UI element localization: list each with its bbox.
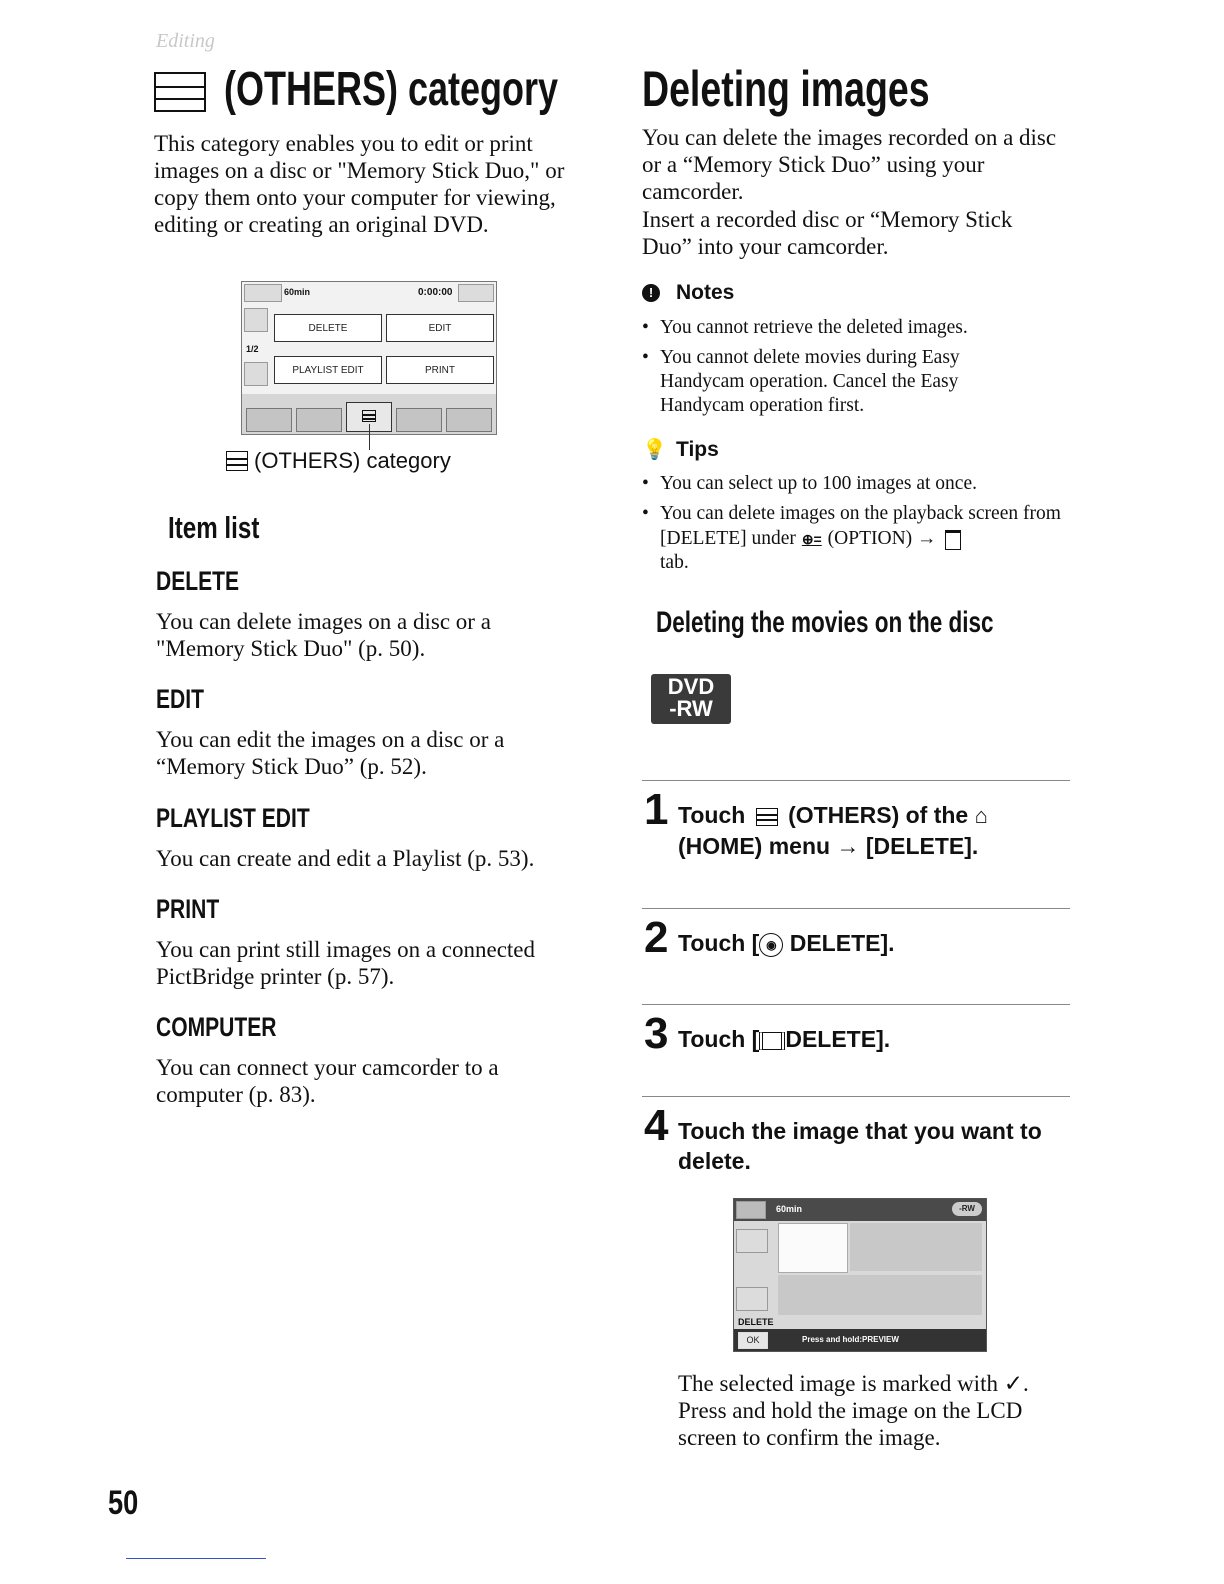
back-icon[interactable]	[736, 1201, 766, 1219]
trash-icon	[945, 530, 961, 550]
item-title-print: PRINT	[156, 894, 220, 924]
others-tab-icon	[362, 410, 376, 422]
preview-hint: Press and hold:PREVIEW	[802, 1335, 899, 1344]
tip-item	[642, 502, 1062, 575]
tab-view[interactable]	[296, 408, 342, 432]
step-divider	[642, 1004, 1070, 1005]
step-divider	[642, 780, 1070, 781]
left-title-row	[154, 62, 594, 122]
delete-selection-screen	[733, 1198, 987, 1352]
item-text-print: You can print still images on a connected PictBridge printer (p. 57).	[156, 937, 536, 989]
right-subheading: Deleting the movies on the disc	[656, 606, 994, 639]
step-1-text	[678, 800, 1068, 861]
notes-heading-text: Notes	[676, 281, 735, 304]
screen-close-icon[interactable]	[458, 284, 494, 302]
screen-caption	[226, 448, 451, 474]
thumbnail-row-2[interactable]	[778, 1275, 982, 1315]
step-3-delete: DELETE].	[785, 1026, 891, 1052]
note-item: • You cannot delete movies during Easy Handycam operation. Cancel the Easy Handycam operation first.	[642, 346, 1022, 418]
edit-button[interactable]: EDIT	[386, 314, 494, 342]
tab-settings[interactable]	[446, 408, 492, 432]
dvd-rw-badge	[651, 674, 731, 724]
caption-text: (OTHERS) category	[254, 448, 451, 473]
footer-rule	[126, 1558, 266, 1559]
ok-button[interactable]: OK	[738, 1332, 768, 1349]
tab-camera[interactable]	[246, 408, 292, 432]
step-2-touch: Touch [	[678, 930, 760, 956]
capacity-readout: 60min	[284, 287, 311, 297]
item-title-computer: COMPUTER	[156, 1012, 277, 1042]
notes-heading	[642, 281, 734, 305]
item-title-playlist-edit: PLAYLIST EDIT	[156, 803, 310, 833]
thumbnail-row-1[interactable]	[850, 1223, 982, 1271]
step-3-text	[678, 1024, 890, 1054]
item-title-edit: EDIT	[156, 684, 204, 714]
arrow-icon: →	[836, 833, 860, 859]
note-item: • You cannot retrieve the deleted images.	[642, 316, 1022, 340]
right-page-title: Deleting images	[642, 61, 930, 117]
print-button[interactable]: PRINT	[386, 356, 494, 384]
tip-2-text-a: You can delete images on the playback screen from [DELETE] under	[660, 503, 1061, 549]
section-label: Editing	[156, 30, 215, 52]
back-icon	[244, 284, 282, 302]
home-icon: ⌂	[974, 803, 988, 828]
step-divider	[642, 908, 1070, 909]
step-1-number: 1	[644, 785, 669, 834]
others-category-icon	[154, 72, 206, 112]
scroll-down-icon[interactable]	[244, 362, 268, 386]
notes-list	[642, 316, 1022, 424]
others-caption-icon	[226, 451, 248, 471]
tips-heading-text: Tips	[676, 437, 719, 461]
tips-lightbulb-icon: 💡	[642, 439, 667, 461]
step-1-home: (HOME) menu	[678, 833, 831, 859]
step-3-touch: Touch [	[678, 1026, 760, 1052]
delete-label: DELETE	[738, 1317, 774, 1327]
badge-line-2: -RW	[669, 696, 713, 721]
item-title-delete: DELETE	[156, 566, 240, 596]
step-4-number: 4	[644, 1101, 669, 1150]
item-text-edit: You can edit the images on a disc or a “Memory Stick Duo” (p. 52).	[156, 727, 505, 779]
tab-manage[interactable]	[396, 408, 442, 432]
step-2-delete: DELETE].	[789, 930, 895, 956]
tip-item: • You can select up to 100 images at once.	[642, 472, 1062, 496]
delete-button[interactable]: DELETE	[274, 314, 382, 342]
time-readout: 0:00:00	[418, 287, 453, 298]
notes-icon: !	[642, 284, 660, 302]
rw-badge: -RW	[952, 1202, 982, 1216]
tips-heading	[642, 437, 719, 462]
tips-list	[642, 472, 1062, 581]
page-indicator: 1/2	[246, 344, 259, 354]
item-text-computer: You can connect your camcorder to a computer (p. 83).	[156, 1055, 499, 1107]
badge-line-1: DVD	[667, 674, 715, 699]
step-4-text: Touch the image that you want to delete.	[678, 1118, 1042, 1174]
item-text-delete: You can delete images on a disc or a "Memory Stick Duo" (p. 50).	[156, 609, 491, 661]
right-intro-1: You can delete the images recorded on a disc or a “Memory Stick Duo” using your camcorder.	[642, 125, 1057, 204]
page-number: 50	[108, 1484, 139, 1522]
step-1-touch: Touch	[678, 802, 746, 828]
step-3-number: 3	[644, 1009, 669, 1058]
scroll-up-icon[interactable]	[736, 1229, 768, 1253]
others-menu-screen	[241, 281, 497, 435]
right-intro-2: Insert a recorded disc or “Memory Stick Duo” into your camcorder.	[642, 207, 1013, 259]
playlist-edit-button[interactable]: PLAYLIST EDIT	[274, 356, 382, 384]
screen-top-bar	[734, 1199, 986, 1221]
step-1-others: (OTHERS) of the	[788, 802, 969, 828]
others-step-icon	[756, 808, 778, 826]
step-divider	[642, 1096, 1070, 1097]
step-4-outro: The selected image is marked with ✓. Press and hold the image on the LCD screen to confirm the image.	[678, 1371, 1029, 1450]
step-1-delete: [DELETE].	[865, 833, 979, 859]
tip-2-text-c: tab.	[660, 552, 689, 573]
scroll-up-icon[interactable]	[244, 308, 268, 332]
item-text-playlist-edit: You can create and edit a Playlist (p. 53).	[156, 846, 535, 871]
left-intro: This category enables you to edit or print images on a disc or "Memory Stick Duo," or copy them onto your computer for viewing, editing or creating an original DVD.	[154, 131, 565, 237]
film-icon	[759, 1032, 785, 1050]
step-2-text	[678, 928, 895, 958]
tip-2-text-b: (OPTION)	[827, 528, 913, 549]
capacity-readout: 60min	[776, 1204, 803, 1214]
disc-icon: ◉	[759, 933, 783, 957]
step-2-number: 2	[644, 913, 669, 962]
scroll-down-icon[interactable]	[736, 1287, 768, 1311]
callout-line	[369, 424, 370, 450]
item-list-heading: Item list	[168, 510, 260, 545]
left-page-title: (OTHERS) category	[224, 63, 559, 116]
option-icon: ⊕=	[801, 531, 822, 547]
thumbnail-selected[interactable]	[778, 1223, 848, 1273]
arrow-icon: →	[917, 527, 937, 549]
